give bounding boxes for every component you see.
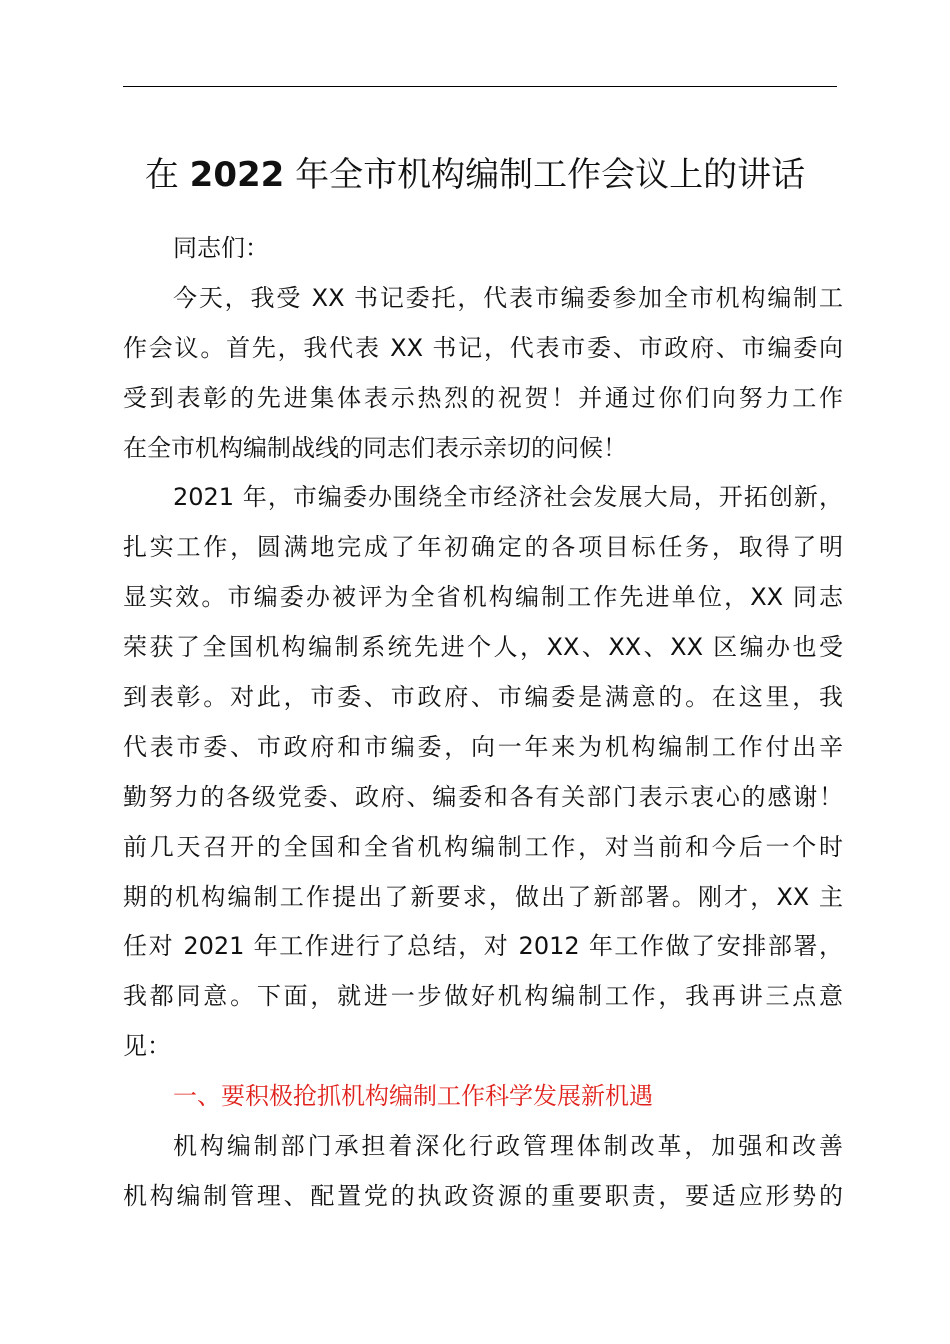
paragraph-3-line: 机构编制管理、配置党的执政资源的重要职责，要适应形势的 — [123, 1181, 843, 1210]
document-body — [123, 224, 843, 1222]
paragraph-2-line: 2021 年，市编委办围绕全市经济社会发展大局，开拓创新， — [173, 483, 843, 512]
paragraph-1-line: 今天，我受 XX 书记委托，代表市编委参加全市机构编制工 — [173, 283, 843, 312]
title-suffix: 年全市机构编制工作会议上的讲话 — [284, 155, 806, 195]
paragraph-1-line: 在全市机构编制战线的同志们表示亲切的问候！ — [123, 433, 627, 462]
title-prefix: 在 — [144, 155, 190, 195]
paragraph-2-line: 勤努力的各级党委、政府、编委和各有关部门表示衷心的感谢！ — [123, 782, 843, 811]
paragraph-2-line: 期的机构编制工作提出了新要求，做出了新部署。刚才，XX 主 — [123, 882, 843, 911]
paragraph-2-line: 任对 2021 年工作进行了总结，对 2012 年工作做了安排部署， — [123, 932, 843, 961]
greeting: 同志们： — [173, 234, 269, 262]
paragraph-2-line: 到表彰。对此，市委、市政府、市编委是满意的。在这里，我 — [123, 683, 843, 712]
paragraph-2-line: 前几天召开的全国和全省机构编制工作，对当前和今后一个时 — [123, 832, 843, 861]
title-year: 2022 — [189, 155, 285, 195]
document-title — [0, 150, 950, 200]
paragraph-2-line: 扎实工作，圆满地完成了年初确定的各项目标任务，取得了明 — [123, 533, 843, 562]
paragraph-2-line: 荣获了全国机构编制系统先进个人，XX、XX、XX 区编办也受 — [123, 633, 843, 662]
paragraph-2-line: 我都同意。下面，就进一步做好机构编制工作，我再讲三点意 — [123, 982, 843, 1011]
paragraph-1-line: 作会议。首先，我代表 XX 书记，代表市委、市政府、市编委向 — [123, 333, 843, 362]
paragraph-3-line: 机构编制部门承担着深化行政管理体制改革，加强和改善 — [173, 1132, 843, 1161]
paragraph-2-line: 见： — [123, 1032, 171, 1061]
paragraph-1-line: 受到表彰的先进集体表示热烈的祝贺！并通过你们向努力工作 — [123, 383, 843, 412]
section-1-heading: 一、要积极抢抓机构编制工作科学发展新机遇 — [173, 1082, 653, 1111]
paragraph-2-line: 代表市委、市政府和市编委，向一年来为机构编制工作付出辛 — [123, 732, 843, 761]
paragraph-2-line: 显实效。市编委办被评为全省机构编制工作先进单位，XX 同志 — [123, 583, 843, 612]
header-rule — [123, 86, 837, 87]
